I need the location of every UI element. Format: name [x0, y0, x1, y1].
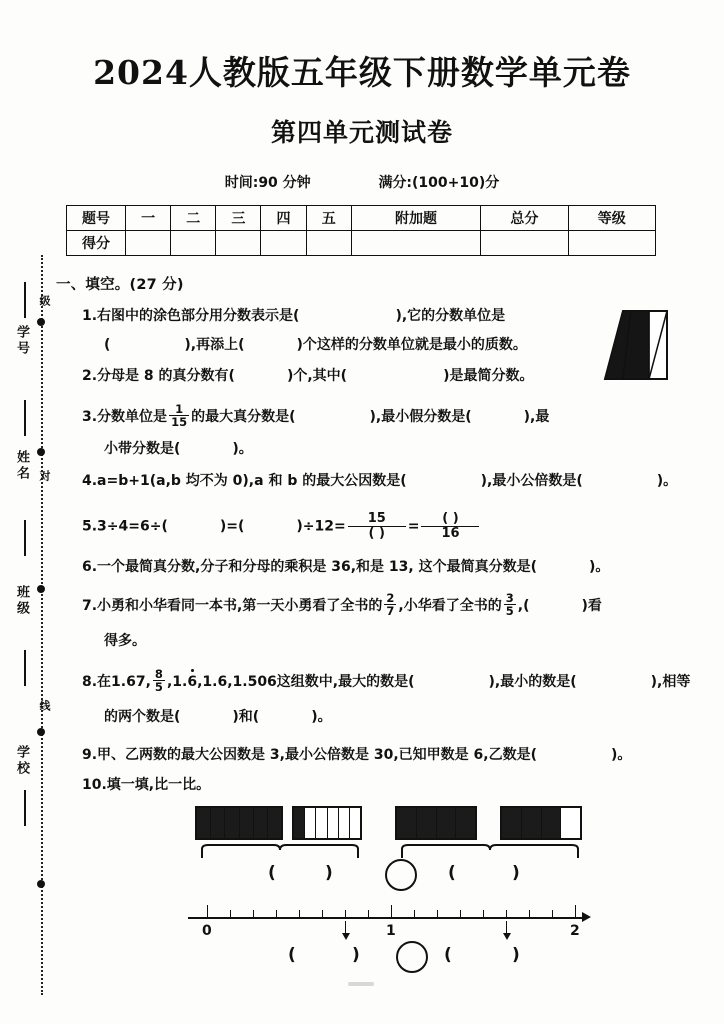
fraction-one-fifteenth	[169, 403, 189, 429]
bar-cell	[339, 808, 350, 838]
fold-dot	[37, 880, 45, 888]
tick-minor	[483, 910, 484, 919]
page-subtitle: 第四单元测试卷	[270, 118, 453, 147]
bar-cell	[316, 808, 327, 838]
question-1-line-2	[104, 334, 527, 354]
q5-text-b: )=(	[219, 518, 245, 535]
scan-artifact	[348, 982, 374, 986]
page-title: 2024人教版五年级下册数学单元卷	[93, 53, 631, 92]
margin-small-label: 线	[38, 700, 51, 711]
bar-cell	[328, 808, 339, 838]
fraction-15-over-blank	[348, 512, 406, 541]
fraction-denominator: 15	[171, 415, 188, 430]
q2-text-c: )是最简分数。	[443, 368, 534, 384]
q5-text-a: 5.3÷4=6÷(	[82, 518, 168, 535]
number-line-arrow-marker-2	[506, 921, 507, 935]
score-cell-bonus[interactable]	[351, 231, 480, 256]
bar-cell	[197, 808, 211, 838]
bar-cell	[211, 808, 225, 838]
bar-cell	[294, 808, 305, 838]
bar-cell	[456, 808, 475, 838]
score-cell-5[interactable]	[306, 231, 351, 256]
q8-text-d: ),相等	[650, 674, 691, 691]
answer-paren-close-left[interactable]: )	[325, 863, 333, 883]
q8-text-c: ),最小的数是(	[488, 674, 577, 691]
score-cell-4[interactable]	[261, 231, 306, 256]
question-6	[82, 556, 609, 576]
q7-text-d: )看	[581, 598, 602, 615]
question-7-line-2: 得多。	[104, 633, 146, 649]
bar-cell	[542, 808, 562, 838]
tick-major	[575, 905, 576, 919]
margin-rule	[24, 520, 26, 556]
fraction-denominator: 5	[505, 604, 514, 619]
question-5	[82, 512, 481, 541]
q2-text-b: )个,其中(	[286, 368, 348, 384]
fraction-numerator: 15	[348, 512, 406, 527]
q1-text-b: ),它的分数单位是	[395, 308, 506, 324]
margin-rule	[24, 650, 26, 686]
section-heading-fill-in: 一、填空。(27 分)	[56, 277, 184, 293]
bar-model-figure	[0, 806, 724, 883]
fraction-numerator: 2	[386, 591, 395, 605]
q7-text-a: 7.小勇和小华看同一本书,第一天小勇看了全书的	[82, 598, 383, 615]
tick-minor	[299, 910, 300, 919]
fold-dot	[37, 585, 45, 593]
bar-cell	[437, 808, 457, 838]
q1-text-e: )个这样的分数单位就是最小的质数。	[296, 337, 527, 353]
q8-text-g: )。	[311, 709, 332, 725]
col-total: 总分	[481, 206, 568, 231]
bar-cell	[397, 808, 417, 838]
question-7-line-1	[82, 592, 602, 618]
q9-text-a: 9.甲、乙两数的最大公因数是 3,最小公倍数是 30,已知甲数是 6,乙数是(	[82, 747, 537, 763]
fraction-numerator: ( )	[421, 512, 479, 527]
margin-rule	[24, 400, 26, 436]
bar-cell	[305, 808, 316, 838]
q3-text-b: 的最大真分数是(	[191, 409, 296, 426]
fraction-three-fifths	[504, 592, 516, 618]
number-line-arrowhead	[582, 912, 591, 922]
answer-paren-open-right[interactable]: (	[448, 863, 456, 883]
margin-label-student-id: 学号	[14, 325, 29, 357]
q1-text-d: ),再添上(	[184, 337, 245, 353]
compare-circle-numberline[interactable]	[396, 941, 428, 973]
question-8-line-1	[82, 668, 690, 694]
q8-text-a: 8.在1.67,	[82, 674, 151, 691]
q7-text-c: ,(	[517, 598, 530, 615]
q4-text-c: )。	[656, 473, 678, 489]
fraction-denominator: 7	[386, 604, 395, 619]
number-line-label-1: 1	[386, 923, 396, 939]
col-grade: 等级	[568, 206, 655, 231]
margin-rule	[24, 282, 26, 318]
q4-text-b: ),最小公倍数是(	[480, 473, 583, 489]
total-score-label: 满分:(100+10)分	[378, 175, 500, 191]
q6-text-b: )。	[589, 559, 610, 575]
margin-label-school: 学校	[14, 745, 29, 777]
col-3: 三	[216, 206, 261, 231]
bar-cell	[350, 808, 360, 838]
margin-small-label: 对	[38, 470, 51, 481]
score-cell-1[interactable]	[126, 231, 171, 256]
margin-label-class: 班级	[14, 585, 29, 617]
col-bonus: 附加题	[351, 206, 480, 231]
bar-cell	[522, 808, 542, 838]
fraction-blank-over-16	[421, 512, 479, 541]
question-1-line-1	[82, 305, 505, 325]
fraction-numerator: 3	[505, 591, 514, 605]
brace-right	[400, 843, 580, 857]
score-cell-total[interactable]	[481, 231, 568, 256]
question-10: 10.填一填,比一比。	[82, 777, 211, 793]
fraction-denominator: ( )	[368, 526, 385, 542]
fold-dot	[37, 728, 45, 736]
answer-paren-open-left[interactable]: (	[268, 863, 276, 883]
q3-text-e: 小带分数是(	[104, 441, 181, 457]
fraction-numerator: 8	[154, 667, 163, 681]
tick-minor	[368, 910, 369, 919]
bar-cell	[502, 808, 522, 838]
row-label-score: 得分	[67, 231, 126, 256]
tick-minor	[414, 910, 415, 919]
bar-cell	[254, 808, 268, 838]
question-2	[82, 365, 533, 385]
q3-text-a: 3.分数单位是	[82, 409, 168, 426]
row-label-question-no: 题号	[67, 206, 126, 231]
tick-minor	[276, 910, 277, 919]
q3-text-d: ),最	[523, 409, 550, 426]
bar-model-3	[395, 806, 477, 840]
tick-minor	[460, 910, 461, 919]
bar-cell	[561, 808, 580, 838]
col-1: 一	[126, 206, 171, 231]
score-cell-3[interactable]	[216, 231, 261, 256]
number-line-arrow-marker-1	[345, 921, 346, 935]
q4-text-a: 4.a=b+1(a,b 均不为 0),a 和 b 的最大公因数是(	[82, 473, 407, 489]
answer-paren-close-right[interactable]: )	[512, 863, 520, 883]
q9-text-b: )。	[611, 747, 632, 763]
col-5: 五	[306, 206, 351, 231]
fraction-denominator: 16	[441, 526, 460, 542]
bar-model-1	[195, 806, 283, 840]
bar-cell	[268, 808, 281, 838]
col-2: 二	[171, 206, 216, 231]
tick-minor	[253, 910, 254, 919]
shaded-parallelogram-figure	[583, 303, 673, 381]
tick-major	[391, 905, 392, 919]
bar-model-2	[292, 806, 362, 840]
bar-cell	[240, 808, 254, 838]
q5-equals: =	[407, 518, 420, 535]
score-cell-grade[interactable]	[568, 231, 655, 256]
number-line-figure	[0, 895, 724, 985]
fraction-numerator: 1	[169, 403, 189, 416]
fraction-eight-fifths	[153, 668, 165, 694]
tick-minor	[230, 910, 231, 919]
q6-text-a: 6.一个最简真分数,分子和分母的乘积是 36,和是 13, 这个最简真分数是(	[82, 559, 537, 575]
fold-dot	[37, 448, 45, 456]
fraction-two-sevenths	[384, 592, 396, 618]
q8-text-e: 的两个数是(	[104, 709, 181, 725]
table-row-header	[67, 206, 656, 231]
tick-minor	[345, 910, 346, 919]
time-label: 时间:90 分钟	[224, 175, 311, 191]
q7-text-b: ,小华看了全书的	[398, 598, 502, 615]
q1-text-a: 1.右图中的涂色部分用分数表示是(	[82, 308, 300, 324]
q1-text-c: (	[104, 337, 111, 353]
margin-label-name: 姓名	[14, 450, 29, 482]
score-table	[66, 205, 656, 256]
q3-text-f: )。	[232, 441, 253, 457]
compare-circle-bars[interactable]	[385, 859, 417, 891]
number-line-label-2: 2	[570, 923, 580, 939]
question-9	[82, 744, 631, 764]
question-3-line-2	[104, 438, 253, 458]
tick-minor	[552, 910, 553, 919]
q3-text-c: ),最小假分数是(	[369, 409, 472, 426]
q8-text-f: )和(	[232, 709, 260, 725]
tick-minor	[506, 910, 507, 919]
bar-cell	[225, 808, 239, 838]
tick-minor	[529, 910, 530, 919]
q8-text-b: ,1.6,1.6,1.506这组数中,最大的数是(	[166, 674, 415, 691]
question-3-line-1	[82, 403, 549, 429]
q5-text-c: )÷12=	[296, 518, 346, 535]
question-8-line-2	[104, 706, 332, 726]
bar-cell	[417, 808, 437, 838]
fold-dot	[37, 318, 45, 326]
bar-model-4	[500, 806, 582, 840]
number-line-axis	[188, 917, 584, 919]
tick-minor	[437, 910, 438, 919]
fraction-denominator: 5	[154, 680, 163, 695]
question-4	[82, 470, 677, 490]
exam-meta	[0, 172, 724, 192]
nl-answer-paren-close-right[interactable]: )	[512, 945, 520, 965]
col-4: 四	[261, 206, 306, 231]
nl-answer-paren-open-right[interactable]: (	[444, 945, 452, 965]
number-line-label-0: 0	[202, 923, 212, 939]
table-row-score	[67, 231, 656, 256]
margin-strip	[0, 0, 56, 1024]
nl-answer-paren-close-left[interactable]: )	[352, 945, 360, 965]
tick-minor	[322, 910, 323, 919]
tick-major	[207, 905, 208, 919]
q2-text-a: 2.分母是 8 的真分数有(	[82, 368, 235, 384]
margin-small-label: 级	[38, 295, 51, 306]
brace-left	[200, 843, 360, 857]
score-cell-2[interactable]	[171, 231, 216, 256]
nl-answer-paren-open-left[interactable]: (	[288, 945, 296, 965]
